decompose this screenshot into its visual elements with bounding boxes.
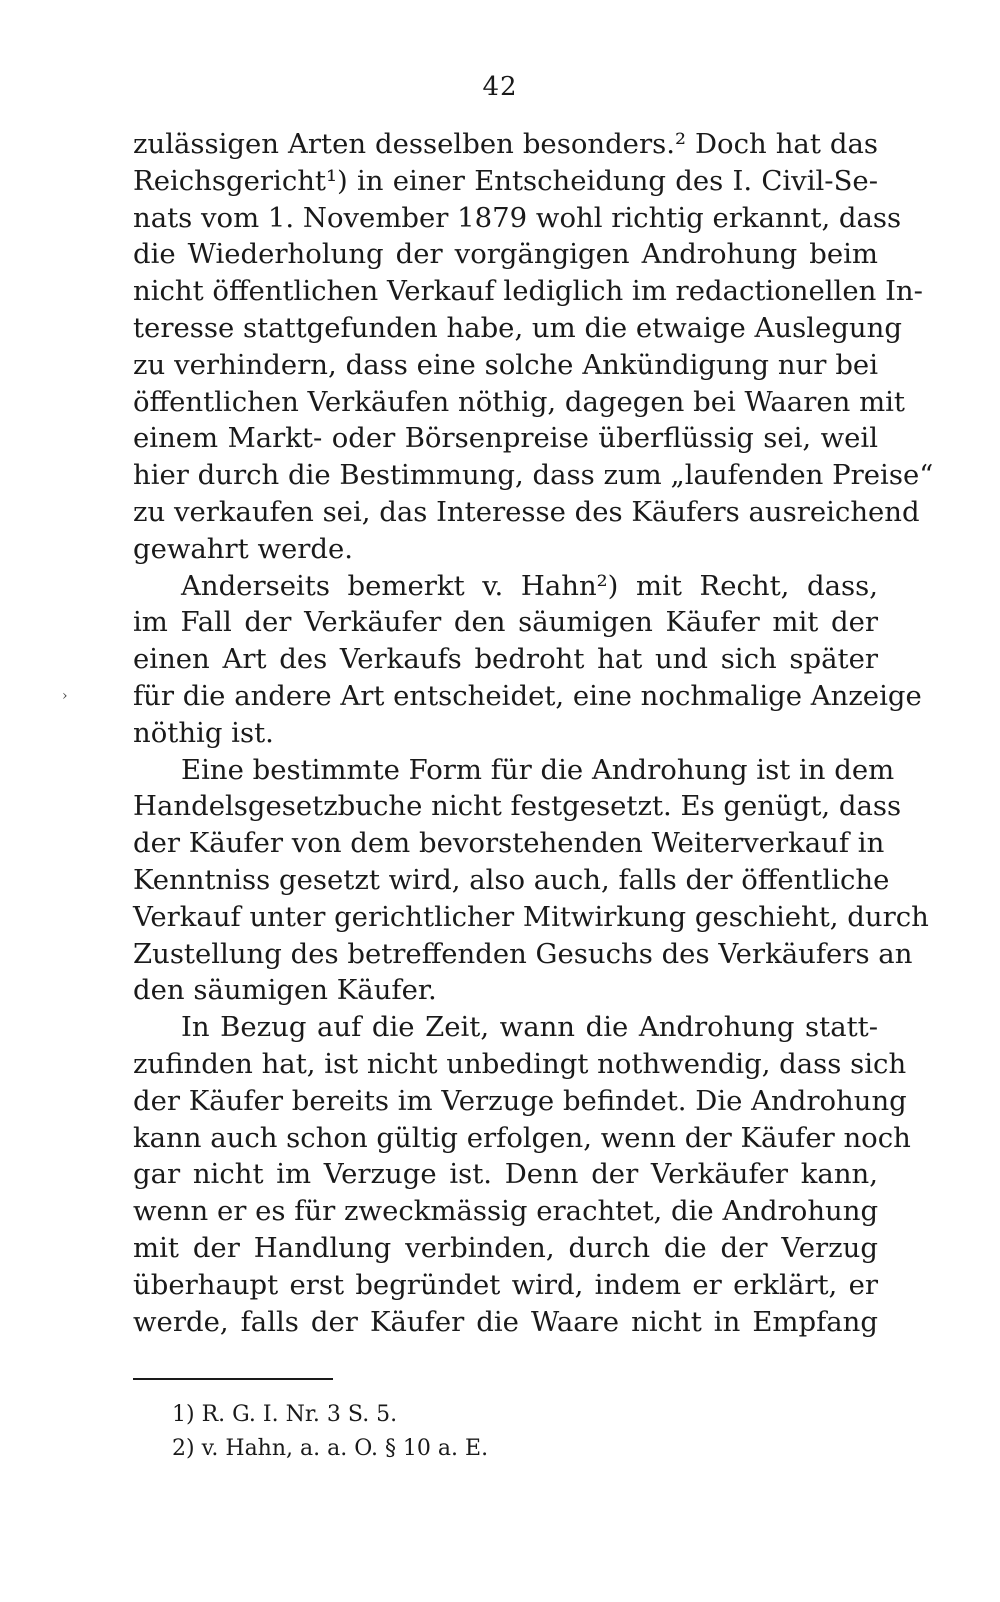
text-line: hier durch die Bestimmung, dass zum „laufenden Preise“ (133, 459, 934, 492)
text-line: zufinden hat, ist nicht unbedingt nothwendig, dass sich (133, 1047, 907, 1080)
text-line: wenn er es für zweckmässig erachtet, die Androhung (133, 1195, 879, 1228)
text-line: öffentlichen Verkäufen nöthig, dagegen bei Waaren mit (133, 385, 905, 418)
text-line: zu verkaufen sei, das Interesse des Käufers ausreichend (133, 495, 920, 528)
text-line: zu verhindern, dass eine solche Ankündigung nur bei (133, 348, 878, 381)
footnote-1: 1) R. G. I. Nr. 3 S. 5. (172, 1402, 398, 1427)
text-line: der Käufer bereits im Verzuge befindet. Die Androhung (133, 1084, 907, 1117)
text-line: nats vom 1. November 1879 wohl richtig erkannt, dass (133, 201, 902, 234)
text-line: Eine bestimmte Form für die Androhung ist in dem (181, 753, 895, 786)
text-line: Reichsgericht¹) in einer Entscheidung des I. Civil-Se- (133, 164, 878, 197)
text-line: Anderseits bemerkt v. Hahn²) mit Recht, dass, (181, 569, 878, 602)
text-line: werde, falls der Käufer die Waare nicht in Empfang (133, 1305, 878, 1338)
text-line: gar nicht im Verzuge ist. Denn der Verkäufer kann, (133, 1158, 878, 1191)
text-line: die Wiederholung der vorgängigen Androhung beim (133, 238, 878, 271)
text-line: für die andere Art entscheidet, eine nochmalige Anzeige (133, 679, 922, 712)
page-number: 42 (482, 72, 518, 102)
text-line: gewahrt werde. (133, 532, 354, 565)
text-line: der Käufer von dem bevorstehenden Weiterverkauf in (133, 827, 885, 860)
margin-mark: › (62, 688, 68, 704)
text-line: nöthig ist. (133, 716, 274, 749)
text-line: einen Art des Verkaufs bedroht hat und sich später (133, 643, 878, 676)
text-line: den säumigen Käufer. (133, 974, 437, 1007)
text-line: einem Markt- oder Börsenpreise überflüssig sei, weil (133, 422, 878, 455)
footnote-2: 2) v. Hahn, a. a. O. § 10 a. E. (172, 1436, 489, 1461)
text-line: kann auch schon gültig erfolgen, wenn der Käufer noch (133, 1121, 911, 1154)
text-line: nicht öffentlichen Verkauf lediglich im redactionellen In- (133, 275, 923, 308)
body-text (133, 126, 934, 1340)
text-line: mit der Handlung verbinden, durch die der Verzug (133, 1231, 878, 1264)
footnote-separator (133, 1378, 333, 1380)
text-line: In Bezug auf die Zeit, wann die Androhung statt- (181, 1011, 878, 1044)
text-line: Kenntniss gesetzt wird, also auch, falls der öffentliche (133, 863, 890, 896)
text-line: Handelsgesetzbuche nicht festgesetzt. Es genügt, dass (133, 790, 902, 823)
text-line: Verkauf unter gerichtlicher Mitwirkung geschieht, durch (133, 900, 929, 933)
text-line: teresse stattgefunden habe, um die etwaige Auslegung (133, 311, 902, 344)
text-line: überhaupt erst begründet wird, indem er erklärt, er (133, 1268, 878, 1301)
text-line: im Fall der Verkäufer den säumigen Käufer mit der (133, 606, 878, 639)
text-line: Zustellung des betreffenden Gesuchs des Verkäufers an (133, 937, 913, 970)
footnotes (172, 1398, 488, 1466)
text-line: zulässigen Arten desselben besonders.² Doch hat das (133, 128, 878, 160)
